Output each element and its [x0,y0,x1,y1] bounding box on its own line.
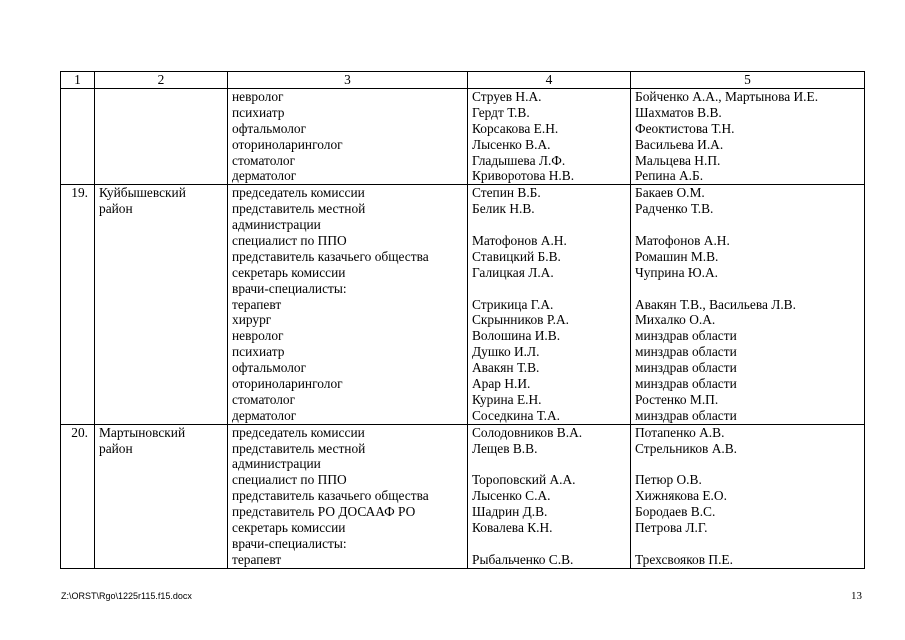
role-line: оториноларинголог [232,376,343,392]
member-line: Галицкая Л.А. [472,264,554,280]
table-row [61,424,865,568]
district-cell [95,185,228,424]
role-line: представитель местной [232,201,366,217]
roles-cell [228,89,468,185]
member-line: Солодовников В.А. [472,424,583,440]
member-line [468,456,630,472]
member-line: Авакян Т.В. [472,360,540,376]
role-line: невролог [232,89,284,104]
member-line [468,281,630,297]
reserve-line: Бакаев О.М. [635,185,705,201]
reserve-line: Ростенко М.П. [635,391,719,407]
member-line: Соседкина Т.А. [472,407,560,423]
reserve-line: Мальцева Н.П. [635,152,721,168]
reserve-line: Радченко Т.В. [635,201,714,217]
role-line: представитель казачьего общества [232,248,429,264]
row-number-text: 19. [71,185,88,201]
role-line: стоматолог [232,391,296,407]
member-line: Белик Н.В. [472,201,535,217]
reserve-line [631,217,864,233]
member-line: Ставицкий Б.В. [472,248,561,264]
footer-file-path: Z:\ORST\Rgo\1225r115.f15.docx [61,591,192,601]
member-line: Гердт Т.В. [472,104,530,120]
reserve-line: Потапенко А.В. [635,424,725,440]
role-line: представитель РО ДОСААФ РО [232,504,416,520]
role-line: специалист по ППО [232,472,347,488]
reserves-cell [631,89,865,185]
reserve-line: Шахматов В.В. [635,104,722,120]
member-line: Шадрин Д.В. [472,504,548,520]
header-col-1: 1 [61,72,95,89]
role-line: психиатр [232,344,285,360]
reserve-line [631,456,864,472]
role-line: представитель местной [232,440,366,456]
role-line: стоматолог [232,152,296,168]
members-cell [468,89,631,185]
reserve-line [631,281,864,297]
member-line: Стрикица Г.А. [472,296,554,312]
header-col-3: 3 [228,72,468,89]
row-number-text: 20. [71,424,88,440]
district-line: район [99,440,133,456]
role-line: психиатр [232,104,285,120]
role-line: офтальмолог [232,360,307,376]
table-row [61,89,865,185]
member-line: Лысенко С.А. [472,488,551,504]
role-line: дерматолог [232,168,297,184]
row-number [61,424,95,568]
reserve-line: Петрова Л.Г. [635,520,708,536]
role-line: председатель комиссии [232,424,365,440]
member-line: Рыбальченко С.В. [472,551,574,567]
header-col-2: 2 [95,72,228,89]
reserve-line: Трехсвояков П.Е. [635,551,733,567]
member-line: Ковалева К.Н. [472,520,553,536]
district-line: район [99,201,133,217]
member-line: Душко И.Л. [472,344,540,360]
member-line: Гладышева Л.Ф. [472,152,566,168]
role-line: секретарь комиссии [232,520,346,536]
district-line: Мартыновский [99,424,186,440]
header-col-4: 4 [468,72,631,89]
header-col-5: 5 [631,72,865,89]
role-line: терапевт [232,551,282,567]
reserve-line: минздрав области [635,360,737,376]
roles-cell [228,185,468,424]
role-line: председатель комиссии [232,185,365,201]
reserve-line: Матофонов А.Н. [635,233,730,249]
reserve-line: Хижнякова Е.О. [635,488,727,504]
role-line: администрации [232,217,321,233]
reserve-line: Михалко О.А. [635,312,716,328]
reserve-line [631,536,864,552]
members-cell [468,185,631,424]
role-line: хирург [232,312,272,328]
reserve-line: Васильева И.А. [635,136,724,152]
row-number [61,185,95,424]
reserve-line: Ромашин М.В. [635,248,719,264]
reserve-line: Бойченко А.А., Мартынова И.Е. [635,89,819,104]
member-line: Криворотова Н.В. [472,168,575,184]
role-line: дерматолог [232,407,297,423]
reserves-cell [631,185,865,424]
member-line: Лысенко В.А. [472,136,551,152]
reserves-cell [631,424,865,568]
role-line: оториноларинголог [232,136,343,152]
role-line: секретарь комиссии [232,264,346,280]
member-line: Арар Н.И. [472,376,531,392]
member-line [468,536,630,552]
member-line: Лещев В.В. [472,440,538,456]
district-cell [95,89,228,185]
reserve-line: Петюр О.В. [635,472,702,488]
member-line: Курина Е.Н. [472,391,542,407]
district-line: Куйбышевский [99,185,186,201]
role-line: офтальмолог [232,120,307,136]
members-cell [468,424,631,568]
role-line: врачи-специалисты: [232,280,347,296]
reserve-line: Репина А.Б. [635,168,704,184]
district-cell [95,424,228,568]
member-line: Скрынников Р.А. [472,312,569,328]
page-number: 13 [851,590,862,602]
member-line [468,217,630,233]
member-line: Волошина И.В. [472,328,561,344]
reserve-line: минздрав области [635,376,737,392]
header-row [61,72,865,89]
reserve-line: минздрав области [635,328,737,344]
role-line: администрации [232,456,321,472]
reserve-line: минздрав области [635,407,737,423]
member-line: Степин В.Б. [472,185,541,201]
role-line: специалист по ППО [232,233,347,249]
role-line: терапевт [232,296,282,312]
reserve-line: Чуприна Ю.А. [635,264,719,280]
role-line: врачи-специалисты: [232,535,347,551]
role-line: невролог [232,328,284,344]
roles-cell [228,424,468,568]
reserve-line: Феоктистова Т.Н. [635,120,735,136]
row-number [61,89,95,185]
member-line: Струев Н.А. [472,89,542,104]
row-number-text [61,89,94,105]
reserve-line: Бородаев В.С. [635,504,716,520]
table-row [61,185,865,424]
role-line: представитель казачьего общества [232,488,429,504]
reserve-line: Авакян Т.В., Васильева Л.В. [635,296,796,312]
member-line: Матофонов А.Н. [472,233,567,249]
reserve-line: Стрельников А.В. [635,440,738,456]
member-line: Тороповский А.А. [472,472,576,488]
member-line: Корсакова Е.Н. [472,120,559,136]
commission-table [60,71,865,569]
reserve-line: минздрав области [635,344,737,360]
